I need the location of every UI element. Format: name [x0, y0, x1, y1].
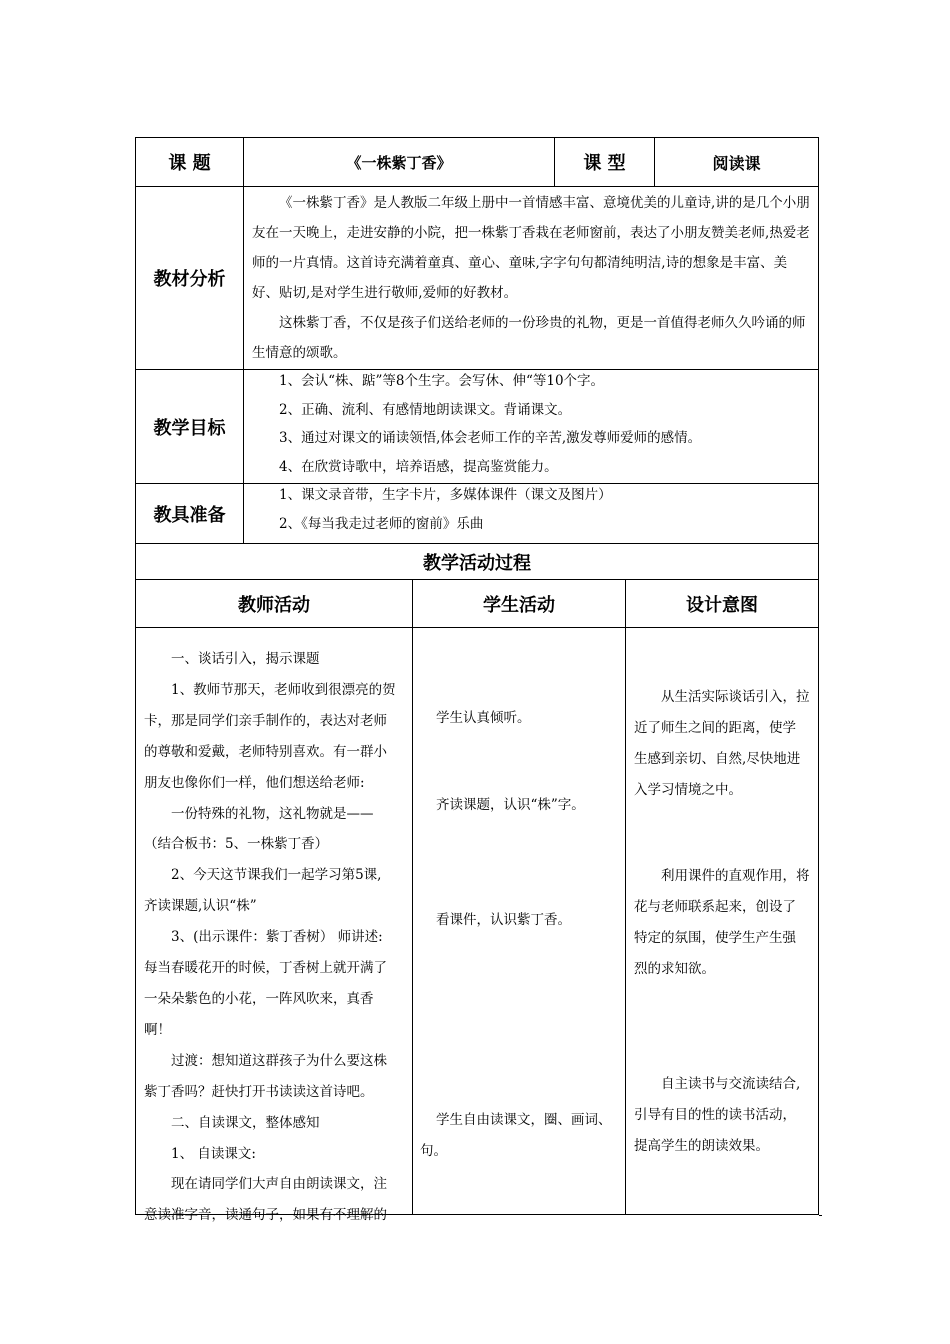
teaching-goals-list [244, 367, 818, 482]
table-corner-mark [819, 1215, 822, 1216]
student-activity-2: 齐读课题，认识“株”字。 [436, 797, 585, 813]
text-line: 意读准字音，读通句子，如果有不理解的 [144, 1207, 387, 1224]
design-intent-1 [634, 682, 814, 806]
process-title: 教学活动过程 [423, 552, 531, 574]
text-line: 现在请同学们大声自由朗读课文，注 [171, 1176, 387, 1193]
teaching-tools-label: 教具准备 [153, 504, 226, 526]
teaching-tools-list [244, 481, 818, 543]
row-divider [135, 627, 819, 628]
table-border-right [818, 137, 819, 1215]
material-analysis-text [252, 188, 810, 368]
text-line: 引导有目的性的读书活动， [634, 1106, 796, 1123]
design-intent-3 [634, 1069, 814, 1162]
teaching-goals-label: 教学目标 [153, 417, 226, 439]
text-line: 利用课件的直观作用，将 [661, 868, 810, 884]
text-line: 句。 [420, 1142, 447, 1159]
text-line: 1、教师节那天，老师收到很漂亮的贺 [171, 681, 396, 698]
text-line: 2、今天这节课我们一起学习第5课, [171, 867, 382, 884]
text-line: 入学习情境之中。 [634, 781, 742, 798]
text-line: 烈的求知欲。 [634, 960, 715, 977]
text-line: （结合板书：5、一株紫丁香） [144, 836, 329, 853]
text-line: 自主读书与交流读结合, [661, 1076, 801, 1092]
goal-item: 3、通过对课文的诵读领悟,体会老师工作的辛苦,激发尊师爱师的感情。 [279, 430, 702, 447]
teacher-activity-text [144, 644, 406, 1231]
column-header-student: 学生活动 [483, 594, 555, 616]
material-paragraph: 《一株紫丁香》是人教版二年级上册中一首情感丰富、意境优美的儿童诗,讲的是几个小朋友在一天晚上，走进安静的小院，把一株紫丁香栽在老师窗前，表达了小朋友赞美老师,热爱老师的一片真情。这首诗充满着童真、童心、童味,字字句句都清纯明洁,诗的想象是丰富、美好、贴切,是对学生进行敬师,爱师的好教材。 [252, 195, 810, 301]
text-line: 一朵朵紫色的小花，一阵风吹来，真香 [144, 990, 374, 1007]
text-line: 的尊敬和爱戴，老师特别喜欢。有一群小 [144, 743, 387, 760]
lesson-type: 阅读课 [712, 153, 761, 173]
topic-label: 课 题 [168, 153, 211, 174]
text-line: 3、(出示课件：紫丁香树） 师讲述: [171, 929, 383, 946]
text-line: 特定的氛围，使学生产生强 [634, 929, 796, 946]
goal-item: 4、在欣赏诗歌中，培养语感，提高鉴赏能力。 [279, 459, 558, 476]
text-line: 一、谈话引入，揭示课题 [171, 651, 320, 667]
text-line: 二、自读课文，整体感知 [171, 1114, 320, 1131]
text-line: 从生活实际谈话引入，拉 [661, 689, 810, 705]
text-line: 提高学生的朗读效果。 [634, 1137, 769, 1154]
material-paragraph: 这株紫丁香，不仅是孩子们送给老师的一份珍贵的礼物，更是一首值得老师久久吟诵的师生情意的颂歌。 [252, 315, 806, 361]
student-activity-4 [420, 1105, 620, 1167]
text-line: 花与老师联系起来，创设了 [634, 898, 796, 915]
tool-item: 1、课文录音带，生字卡片，多媒体课件（课文及图片） [279, 487, 612, 503]
goal-item: 2、正确、流利、有感情地朗读课文。背诵课文。 [279, 401, 572, 418]
type-label: 课 型 [583, 153, 626, 174]
text-line: 1、 自读课文: [171, 1145, 256, 1162]
text-line: 生感到亲切、自然,尽快地进 [634, 750, 801, 767]
lesson-title: 《一株紫丁香》 [346, 153, 452, 172]
column-header-teacher: 教师活动 [238, 594, 310, 616]
text-line: 学生自由读课文，圈、画词、 [436, 1112, 612, 1128]
column-divider [412, 579, 413, 1215]
text-line: 近了师生之间的距离，使学 [634, 719, 796, 736]
text-line: 过渡：想知道这群孩子为什么要这株 [171, 1052, 387, 1069]
design-intent-2 [634, 861, 814, 985]
material-analysis-label: 教材分析 [153, 269, 226, 290]
text-line: 一份特殊的礼物，这礼物就是—— [171, 805, 374, 822]
column-divider [625, 579, 626, 1215]
student-activity-1: 学生认真倾听。 [436, 710, 531, 726]
text-line: 每当春暖花开的时候，丁香树上就开满了 [144, 960, 387, 977]
text-line: 啊！ [144, 1021, 171, 1038]
text-line: 朋友也像你们一样，他们想送给老师: [144, 774, 365, 791]
goal-item: 1、会认“株、踮”等8个生字。会写休、伸“等10个字。 [279, 373, 605, 389]
column-header-design: 设计意图 [686, 594, 758, 616]
text-line: 卡，那是同学们亲手制作的，表达对老师 [144, 712, 387, 729]
student-activity-3: 看课件，认识紫丁香。 [436, 912, 571, 928]
text-line: 紫丁香吗？赶快打开书读读这首诗吧。 [144, 1083, 374, 1100]
text-line: 齐读课题,认识“株” [144, 898, 257, 915]
tool-item: 2、《每当我走过老师的窗前》乐曲 [279, 515, 484, 532]
